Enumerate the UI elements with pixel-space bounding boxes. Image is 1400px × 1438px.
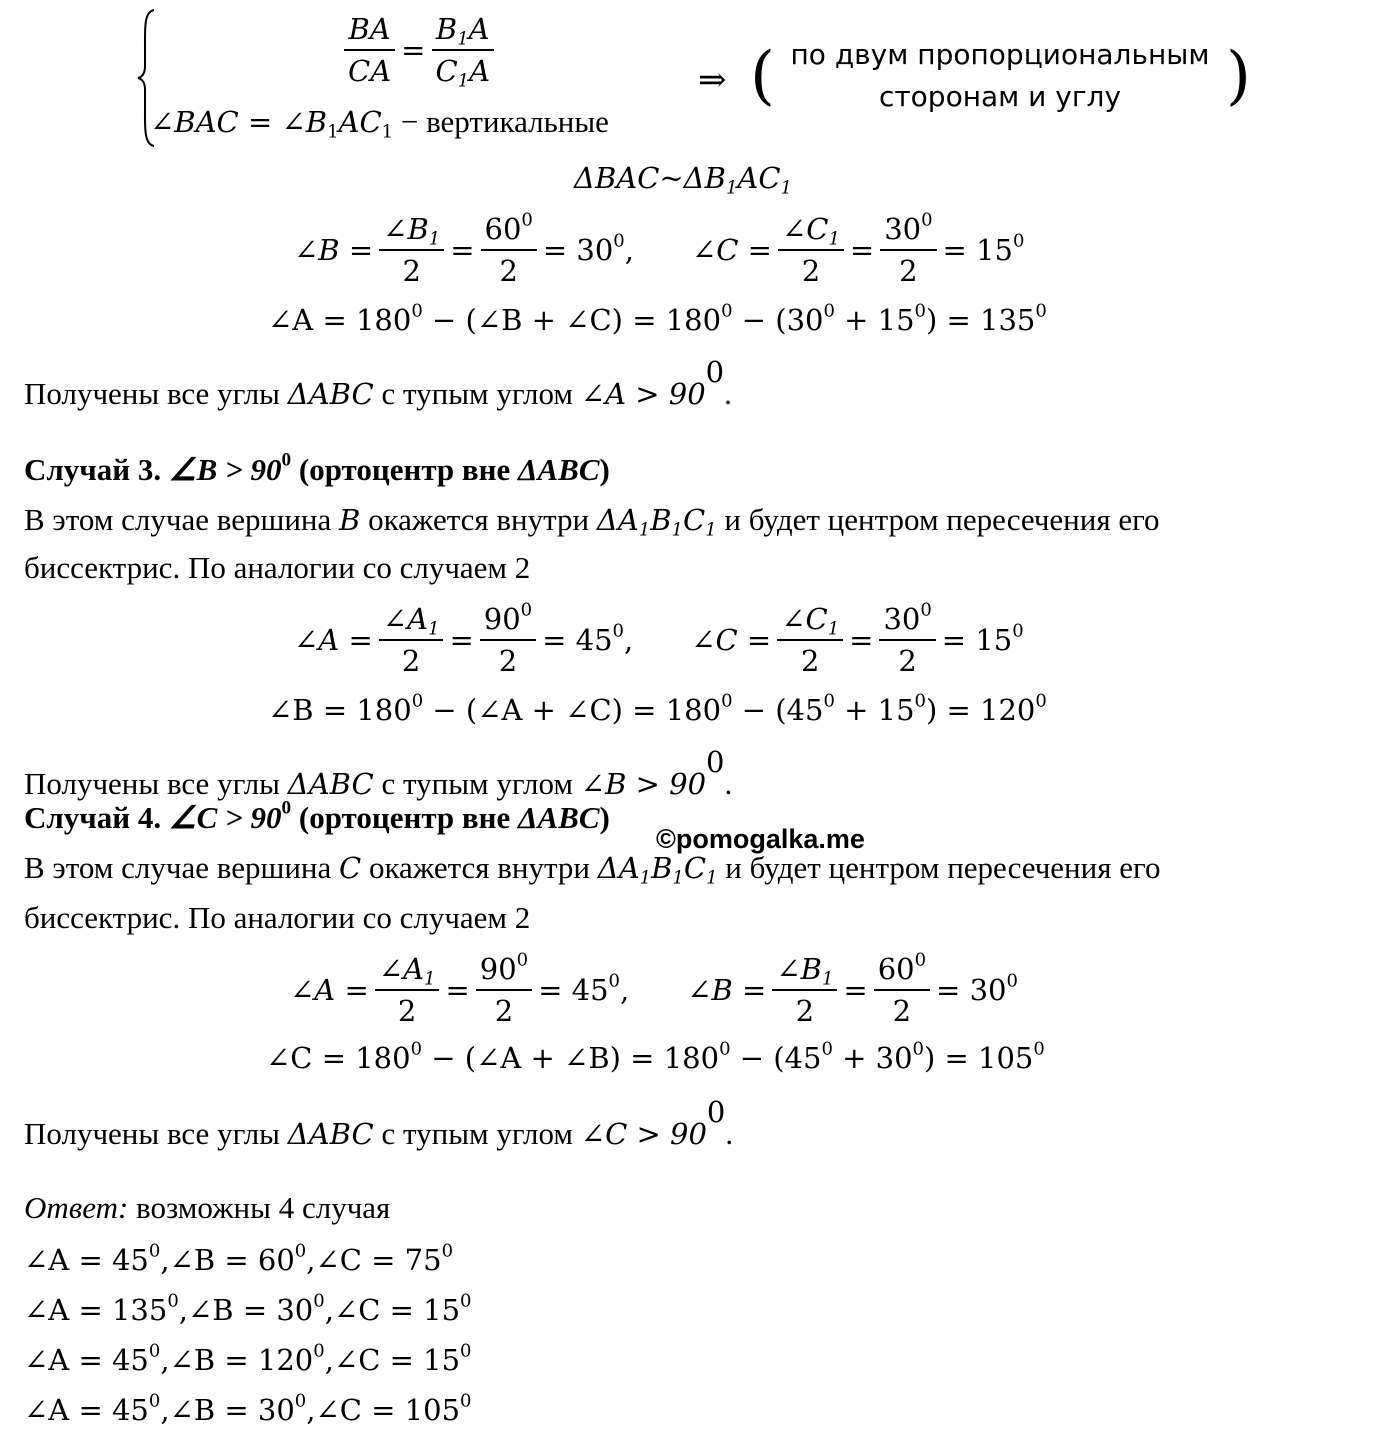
fraction: $\frac{90^0}{2}$ bbox=[476, 952, 532, 1028]
case4-angle-fractions: ∠A = $\frac{\angle A_1}{2}$ = $\frac{90^0}{2}$ = $45^0$, ∠B = $\frac{\angle B_1}{2}$ = $\frac{60^0}{2}$ = $30^0$ bbox=[290, 949, 1018, 1028]
case4-line-1: В этом случае вершина C окажется внутри $\Delta A_1B_1C_1$ и будет центром пересечения его bbox=[24, 850, 1161, 889]
fraction: $\frac{30^0}{2}$ bbox=[879, 602, 935, 678]
answer-row-2: ∠A = $135^0,\angle B$ = $30^0,\angle C = 15^0$ bbox=[24, 1290, 472, 1327]
case2-angle-sum: ∠A = $180^0$ − (∠B + ∠C) = $180^0 - (30^0 + 15^0) = 135^0$ bbox=[268, 300, 1047, 337]
answer-row-1: ∠A = $45^0,\angle B$ = $60^0,\angle C = 75^0$ bbox=[24, 1240, 454, 1277]
case4-line-2: биссектрис. По аналогии со случаем 2 bbox=[24, 900, 531, 935]
fraction-numerator: $B_1A$ bbox=[432, 12, 494, 51]
left-paren: ( bbox=[750, 39, 775, 113]
fraction-b1a-c1a bbox=[431, 12, 494, 92]
case3-line-2: биссектрис. По аналогии со случаем 2 bbox=[24, 550, 531, 585]
fraction: $\frac{60^0}{2}$ bbox=[874, 952, 930, 1028]
fraction: $\frac{\angle B_1}{2}$ bbox=[772, 952, 837, 1028]
fraction: $\frac{\angle B_1}{2}$ bbox=[379, 212, 444, 288]
case3-line-1: В этом случае вершина B окажется внутри $\Delta A_1B_1C_1$ и будет центром пересечения его bbox=[24, 502, 1160, 541]
right-paren: ) bbox=[1226, 39, 1251, 113]
fraction: $\frac{\angle A_1}{2}$ bbox=[375, 952, 440, 1028]
case2-result: Получены все углы ΔABC с тупым углом ∠A > $90^0$. bbox=[24, 355, 732, 411]
fraction-denominator: $C_1A$ bbox=[435, 54, 491, 92]
similarity-statement: $\Delta BAC\sim\Delta B_1AC_1$ bbox=[574, 161, 792, 199]
case4-angle-sum: ∠C = $180^0$ − (∠A + ∠B) = $180^0 - (45^0 + 30^0) = 105^0$ bbox=[266, 1038, 1045, 1075]
fraction: $\frac{60^0}{2}$ bbox=[481, 212, 537, 288]
case3-result: Получены все углы ΔABC с тупым углом ∠B > $90^0$. bbox=[24, 745, 733, 801]
answer-heading: Ответ: возможны 4 случая bbox=[24, 1190, 391, 1225]
vertical-angles-line: ∠BAC = $\angle B_1AC_1$ − вертикальные bbox=[150, 104, 609, 143]
fraction-denominator: CA bbox=[348, 54, 392, 88]
answer-label: Ответ: bbox=[24, 1190, 129, 1225]
case3-heading: Случай 3. ∠B > $90^0$ (ортоцентр вне ΔABC) bbox=[24, 449, 610, 487]
case4-result: Получены все углы ΔABC с тупым углом ∠C > $90^0$. bbox=[24, 1095, 734, 1151]
fraction-ba-ca bbox=[344, 12, 395, 88]
reason-text bbox=[770, 34, 1230, 118]
fraction: $\frac{\angle C_1}{2}$ bbox=[778, 212, 844, 288]
reason-line-2: сторонам и углу bbox=[878, 80, 1122, 113]
case3-angle-sum: ∠B = $180^0$ − (∠A + ∠C) = $180^0 - (45^0 + 15^0) = 120^0$ bbox=[268, 690, 1047, 727]
fraction: $\frac{\angle A_1}{2}$ bbox=[379, 602, 444, 678]
watermark: ©pomogalka.me bbox=[656, 824, 865, 854]
fraction: $\frac{30^0}{2}$ bbox=[880, 212, 936, 288]
reason-line-1: по двум пропорциональным bbox=[790, 38, 1210, 71]
fraction: $\frac{90^0}{2}$ bbox=[480, 602, 536, 678]
case4-heading: Случай 4. ∠C > $90^0$ (ортоцентр вне ΔABC) bbox=[24, 797, 610, 835]
implies-arrow: ⇒ bbox=[698, 60, 727, 100]
answer-row-4: ∠A = $45^0,\angle B$ = $30^0,\angle C = 105^0$ bbox=[24, 1390, 472, 1427]
case2-angle-fractions: ∠B = $\frac{\angle B_1}{2}$ = $\frac{60^0}{2}$ = $30^0$, ∠C = $\frac{\angle C_1}{2}$ = $\frac{30^0}{2}$ = $15^0$ bbox=[294, 209, 1025, 288]
answer-row-3: ∠A = $45^0,\angle B$ = $120^0,\angle C = 15^0$ bbox=[24, 1340, 472, 1377]
case3-angle-fractions: ∠A = $\frac{\angle A_1}{2}$ = $\frac{90^0}{2}$ = $45^0$, ∠C = $\frac{\angle C_1}{2}$ = $\frac{30^0}{2}$ = $15^0$ bbox=[294, 599, 1024, 678]
fraction: $\frac{\angle C_1}{2}$ bbox=[777, 602, 843, 678]
fraction-numerator: BA bbox=[344, 12, 394, 51]
equals-sign: = bbox=[401, 33, 426, 67]
ratio-equation bbox=[338, 12, 500, 92]
